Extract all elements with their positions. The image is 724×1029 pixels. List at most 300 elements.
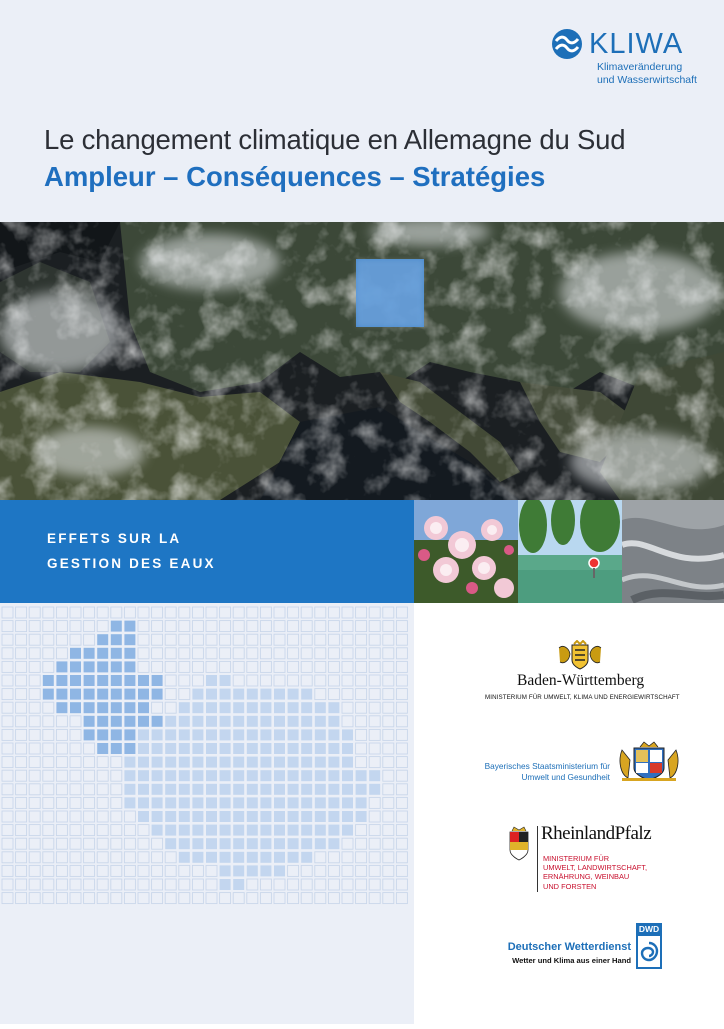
pixel-map-cell	[328, 797, 339, 808]
pixel-map-cell	[220, 675, 231, 686]
pixel-map-cell	[97, 838, 108, 849]
pixel-map-cell	[97, 879, 108, 890]
pixel-map-cell	[260, 675, 271, 686]
pixel-map-cell	[111, 702, 122, 713]
pixel-map-cell	[369, 716, 380, 727]
pixel-map-cell	[29, 797, 40, 808]
pixel-map-cell	[260, 702, 271, 713]
pixel-map-cell	[111, 797, 122, 808]
pixel-map-cell	[301, 729, 312, 740]
pixel-map-cell	[70, 661, 81, 672]
pixel-map-cell	[43, 689, 54, 700]
dwd-name: Deutscher Wetterdienst	[507, 941, 631, 953]
pixel-map-cell	[274, 648, 285, 659]
pixel-map-cell	[97, 865, 108, 876]
pixel-map-cell	[288, 716, 299, 727]
pixel-map-cell	[383, 634, 394, 645]
pixel-map-cell	[56, 865, 67, 876]
pixel-map-cell	[383, 716, 394, 727]
pixel-map-cell	[233, 865, 244, 876]
pixel-map-cell	[84, 893, 95, 904]
pixel-map-cell	[220, 825, 231, 836]
pixel-map-cell	[124, 716, 135, 727]
pixel-map-cell	[124, 865, 135, 876]
pixel-map-cell	[274, 702, 285, 713]
pixel-map-cell	[328, 893, 339, 904]
pixel-map-cell	[29, 825, 40, 836]
pixel-map-cell	[2, 893, 13, 904]
pixel-map-cell	[138, 893, 149, 904]
pixel-map-cell	[247, 757, 258, 768]
pixel-map-cell	[43, 648, 54, 659]
pixel-map-cell	[2, 838, 13, 849]
pixel-map-cell	[138, 770, 149, 781]
pixel-map-cell	[138, 621, 149, 632]
pixel-map-cell	[206, 879, 217, 890]
pixel-map-cell	[274, 784, 285, 795]
pixel-map-cell	[383, 797, 394, 808]
pixel-map-cell	[152, 784, 163, 795]
pixel-map-cell	[369, 607, 380, 618]
pixel-map-cell	[369, 702, 380, 713]
pixel-map-cell	[70, 811, 81, 822]
pixel-map-cell	[179, 716, 190, 727]
pixel-map-cell	[43, 607, 54, 618]
pixel-map-cell	[301, 852, 312, 863]
pixel-map-cell	[233, 770, 244, 781]
pixel-map-cell	[247, 716, 258, 727]
pixel-map-cell	[29, 757, 40, 768]
pixel-map-cell	[179, 689, 190, 700]
pixel-map-cell	[206, 838, 217, 849]
pixel-map-cell	[233, 838, 244, 849]
pixel-map-cell	[43, 634, 54, 645]
pixel-map-cell	[301, 757, 312, 768]
pixel-map-cell	[56, 702, 67, 713]
pixel-map-cell	[260, 838, 271, 849]
pixel-map-cell	[369, 879, 380, 890]
pixel-map-cell	[124, 729, 135, 740]
pixel-map-cell	[288, 879, 299, 890]
pixel-map-cell	[179, 879, 190, 890]
pixel-map-cell	[179, 634, 190, 645]
pixel-map-cell	[43, 865, 54, 876]
pixel-map-cell	[16, 716, 27, 727]
pixel-map-cell	[179, 675, 190, 686]
photo-flood	[518, 500, 622, 603]
pixel-map-cell	[192, 743, 203, 754]
pixel-map-cell	[356, 811, 367, 822]
pixel-map-cell	[315, 838, 326, 849]
pixel-map-cell	[206, 648, 217, 659]
pixel-map-cell	[84, 621, 95, 632]
pixel-map-cell	[342, 852, 353, 863]
pixel-map-cell	[315, 661, 326, 672]
pixel-map-cell	[233, 716, 244, 727]
pixel-map-cell	[56, 743, 67, 754]
pixel-map-cell	[342, 811, 353, 822]
pixel-map-cell	[247, 729, 258, 740]
pixel-map-cell	[192, 702, 203, 713]
pixel-map-cell	[356, 689, 367, 700]
dwd-tagline: Wetter und Klima aus einer Hand	[512, 956, 631, 965]
pixel-map-cell	[396, 743, 407, 754]
pixel-map-cell	[342, 865, 353, 876]
pixel-map-cell	[29, 689, 40, 700]
pixel-map-cell	[138, 607, 149, 618]
pixel-map-cell	[220, 784, 231, 795]
pixel-map-cell	[70, 784, 81, 795]
pixel-map-cell	[124, 634, 135, 645]
pixel-map-cell	[179, 852, 190, 863]
pixel-map-cell	[138, 811, 149, 822]
pixel-map-cell	[152, 770, 163, 781]
pixel-map-cell	[356, 607, 367, 618]
pixel-map-cell	[369, 661, 380, 672]
bw-coat-of-arms-icon	[555, 640, 605, 670]
pixel-map-cell	[206, 797, 217, 808]
by-ministry	[472, 761, 610, 783]
pixel-map-cell	[16, 852, 27, 863]
pixel-map-cell	[396, 675, 407, 686]
pixel-map-cell	[220, 689, 231, 700]
pixel-map-cell	[124, 825, 135, 836]
pixel-map-cell	[16, 634, 27, 645]
pixel-map-cell	[369, 797, 380, 808]
pixel-map-cell	[220, 757, 231, 768]
pixel-map-cell	[152, 716, 163, 727]
pixel-map-cell	[247, 607, 258, 618]
pixel-map-cell	[233, 811, 244, 822]
pixel-map-cell	[206, 675, 217, 686]
pixel-map-cell	[70, 702, 81, 713]
pixel-map-cell	[247, 634, 258, 645]
pixel-map-cell	[247, 661, 258, 672]
pixel-map-cell	[179, 825, 190, 836]
logo-subtitle-line2: und Wasserwirtschaft	[597, 74, 697, 86]
pixel-map-cell	[192, 784, 203, 795]
pixel-map-cell	[342, 716, 353, 727]
pixel-map-cell	[97, 729, 108, 740]
pixel-map-cell	[220, 811, 231, 822]
pixel-map-cell	[383, 757, 394, 768]
pixel-map-cell	[356, 893, 367, 904]
pixel-map-cell	[260, 634, 271, 645]
pixel-map-cell	[328, 838, 339, 849]
pixel-map-cell	[29, 879, 40, 890]
kliwa-logo-icon	[551, 28, 583, 60]
pixel-map-cell	[288, 825, 299, 836]
pixel-map-cell	[138, 784, 149, 795]
pixel-map-cell	[260, 729, 271, 740]
pixel-map-cell	[111, 784, 122, 795]
pixel-map-cell	[328, 852, 339, 863]
pixel-map-cell	[70, 852, 81, 863]
pixel-map-cell	[301, 811, 312, 822]
pixel-map-cell	[97, 797, 108, 808]
pixel-map-cell	[274, 838, 285, 849]
pixel-map-cell	[260, 648, 271, 659]
pixel-map-cell	[124, 770, 135, 781]
pixel-map-cell	[206, 621, 217, 632]
pixel-map-cell	[369, 729, 380, 740]
pixel-map-cell	[396, 757, 407, 768]
pixel-map-cell	[43, 621, 54, 632]
pixel-map-cell	[369, 838, 380, 849]
pixel-map-cell	[274, 743, 285, 754]
pixel-map-cell	[138, 838, 149, 849]
pixel-map-cell	[192, 729, 203, 740]
pixel-map-cell	[179, 784, 190, 795]
pixel-map-cell	[356, 729, 367, 740]
pixel-map-cell	[192, 675, 203, 686]
pixel-map-cell	[56, 607, 67, 618]
pixel-map-cell	[165, 838, 176, 849]
pixel-map-cell	[43, 825, 54, 836]
pixel-map-cell	[383, 784, 394, 795]
pixel-map-cell	[315, 825, 326, 836]
pixel-map-cell	[16, 743, 27, 754]
pixel-map-cell	[165, 743, 176, 754]
pixel-map-cell	[84, 661, 95, 672]
pixel-map-cell	[396, 811, 407, 822]
pixel-map-cell	[111, 729, 122, 740]
pixel-map-cell	[152, 634, 163, 645]
pixel-map-cell	[138, 648, 149, 659]
pixel-map-cell	[111, 757, 122, 768]
pixel-map-cell	[29, 621, 40, 632]
pixel-map-cell	[97, 634, 108, 645]
pixel-map-cell	[70, 757, 81, 768]
pixel-map-cell	[274, 716, 285, 727]
pixel-map-cell	[260, 784, 271, 795]
pixel-map-cell	[274, 825, 285, 836]
pixel-map-cell	[301, 784, 312, 795]
pixel-map-cell	[356, 865, 367, 876]
pixel-map-cell	[315, 607, 326, 618]
pixel-map-cell	[43, 661, 54, 672]
by-ministry-line2: Umwelt und Gesundheit	[521, 772, 610, 782]
pixel-map-cell	[152, 757, 163, 768]
pixel-map-cell	[152, 893, 163, 904]
pixel-map-cell	[84, 825, 95, 836]
pixel-map-cell	[179, 770, 190, 781]
pixel-map-cell	[233, 825, 244, 836]
pixel-map-cell	[315, 716, 326, 727]
rp-ministry: MINISTERIUM FÜR UMWELT, LANDWIRTSCHAFT, ERNÄHRUNG, WEINBAU UND FORSTEN	[543, 854, 648, 891]
pixel-map-cell	[396, 716, 407, 727]
pixel-map-cell	[192, 879, 203, 890]
pixel-map-cell	[138, 702, 149, 713]
pixel-map-cell	[396, 784, 407, 795]
pixel-map-cell	[111, 716, 122, 727]
pixel-map-cell	[16, 607, 27, 618]
pixel-map-grid	[0, 603, 414, 1024]
pixel-map-cell	[138, 797, 149, 808]
pixel-map-cell	[165, 893, 176, 904]
pixel-map-cell	[301, 716, 312, 727]
pixel-map-cell	[342, 689, 353, 700]
pixel-map-cell	[43, 852, 54, 863]
pixel-map-cell	[2, 757, 13, 768]
pixel-map-cell	[152, 607, 163, 618]
pixel-map-cell	[233, 607, 244, 618]
pixel-map-cell	[84, 716, 95, 727]
pixel-map-cell	[70, 825, 81, 836]
pixel-map-cell	[138, 852, 149, 863]
pixel-map-cell	[29, 634, 40, 645]
pixel-map-cell	[124, 879, 135, 890]
pixel-map-cell	[192, 607, 203, 618]
pixel-map-cell	[328, 648, 339, 659]
pixel-map-cell	[2, 716, 13, 727]
pixel-map-cell	[301, 675, 312, 686]
pixel-map-cell	[315, 702, 326, 713]
pixel-map-cell	[383, 893, 394, 904]
pixel-map-cell	[233, 648, 244, 659]
pixel-map-cell	[288, 757, 299, 768]
pixel-map-cell	[260, 661, 271, 672]
pixel-map-cell	[152, 852, 163, 863]
pixel-map-cell	[288, 784, 299, 795]
pixel-map-cell	[247, 879, 258, 890]
pixel-map-cell	[192, 661, 203, 672]
pixel-map-cell	[206, 893, 217, 904]
pixel-map-cell	[2, 865, 13, 876]
pixel-map-cell	[16, 702, 27, 713]
pixel-map-cell	[124, 852, 135, 863]
pixel-map-cell	[111, 648, 122, 659]
pixel-map-cell	[165, 716, 176, 727]
pixel-map-cell	[111, 838, 122, 849]
pixel-map-cell	[369, 634, 380, 645]
pixel-map-cell	[124, 743, 135, 754]
pixel-map-cell	[315, 689, 326, 700]
pixel-map-cell	[43, 770, 54, 781]
pixel-map-cell	[84, 702, 95, 713]
pixel-map-cell	[328, 825, 339, 836]
pixel-map-cell	[342, 893, 353, 904]
pixel-map-cell	[356, 675, 367, 686]
pixel-map-cell	[29, 770, 40, 781]
pixel-map-cell	[233, 797, 244, 808]
pixel-map-cell	[84, 729, 95, 740]
pixel-map-cell	[84, 757, 95, 768]
pixel-map-cell	[288, 689, 299, 700]
pixel-map-cell	[247, 770, 258, 781]
pixel-map-cell	[206, 702, 217, 713]
pixel-map-cell	[43, 743, 54, 754]
pixel-map-cell	[220, 879, 231, 890]
pixel-map-cell	[124, 757, 135, 768]
pixel-map-cell	[84, 648, 95, 659]
photo-blossoms	[414, 500, 518, 603]
pixel-map-cell	[124, 811, 135, 822]
pixel-map-cell	[111, 607, 122, 618]
pixel-map-cell	[16, 729, 27, 740]
pixel-map-cell	[233, 675, 244, 686]
pixel-map-cell	[152, 865, 163, 876]
pixel-map-cell	[260, 852, 271, 863]
pixel-map-cell	[138, 879, 149, 890]
pixel-map-cell	[179, 621, 190, 632]
pixel-map-cell	[16, 811, 27, 822]
pixel-map-cell	[97, 621, 108, 632]
pixel-map-cell	[16, 757, 27, 768]
pixel-map-cell	[165, 648, 176, 659]
pixel-map-cell	[288, 702, 299, 713]
pixel-map-cell	[97, 648, 108, 659]
pixel-map-cell	[274, 689, 285, 700]
pixel-map-cell	[233, 702, 244, 713]
pixel-map-cell	[179, 811, 190, 822]
pixel-map-cell	[369, 675, 380, 686]
pixel-map-cell	[356, 825, 367, 836]
pixel-map-cell	[206, 865, 217, 876]
pixel-map-cell	[301, 838, 312, 849]
pixel-map-cell	[396, 797, 407, 808]
pixel-map-cell	[206, 729, 217, 740]
pixel-map-cell	[247, 811, 258, 822]
pixel-map-cell	[247, 621, 258, 632]
pixel-map-cell	[16, 784, 27, 795]
pixel-map-cell	[70, 675, 81, 686]
pixel-map-cell	[29, 811, 40, 822]
pixel-map-cell	[342, 675, 353, 686]
pixel-map-cell	[16, 661, 27, 672]
pixel-map-cell	[124, 689, 135, 700]
pixel-map-cell	[342, 661, 353, 672]
pixel-map-cell	[369, 770, 380, 781]
pixel-map-cell	[383, 648, 394, 659]
pixel-map-cell	[315, 770, 326, 781]
pixel-map-cell	[369, 757, 380, 768]
pixel-map-cell	[124, 621, 135, 632]
logo-name: KLIWA	[589, 28, 684, 60]
pixel-map-cell	[301, 661, 312, 672]
pixel-map-cell	[288, 661, 299, 672]
pixel-map-cell	[152, 689, 163, 700]
pixel-map-cell	[260, 689, 271, 700]
pixel-map-cell	[124, 661, 135, 672]
pixel-map-cell	[260, 825, 271, 836]
pixel-map-cell	[165, 634, 176, 645]
pixel-map-cell	[192, 689, 203, 700]
pixel-map-cell	[124, 702, 135, 713]
pixel-map-cell	[165, 675, 176, 686]
pixel-map-cell	[383, 607, 394, 618]
pixel-map-cell	[301, 797, 312, 808]
pixel-map-cell	[179, 893, 190, 904]
pixel-map-cell	[43, 675, 54, 686]
pixel-map-cell	[328, 621, 339, 632]
pixel-map-cell	[274, 865, 285, 876]
pixel-map-cell	[29, 893, 40, 904]
pixel-map-cell	[369, 893, 380, 904]
pixel-map-cell	[56, 634, 67, 645]
pixel-map-cell	[260, 743, 271, 754]
dwd-logo-icon	[636, 923, 662, 969]
pixel-map-cell	[165, 661, 176, 672]
pixel-map-cell	[56, 838, 67, 849]
pixel-map-cell	[383, 689, 394, 700]
pixel-map-cell	[315, 648, 326, 659]
pixel-map-cell	[179, 607, 190, 618]
pixel-map-cell	[288, 607, 299, 618]
pixel-map-cell	[206, 716, 217, 727]
pixel-map-cell	[165, 784, 176, 795]
pixel-map-cell	[111, 893, 122, 904]
